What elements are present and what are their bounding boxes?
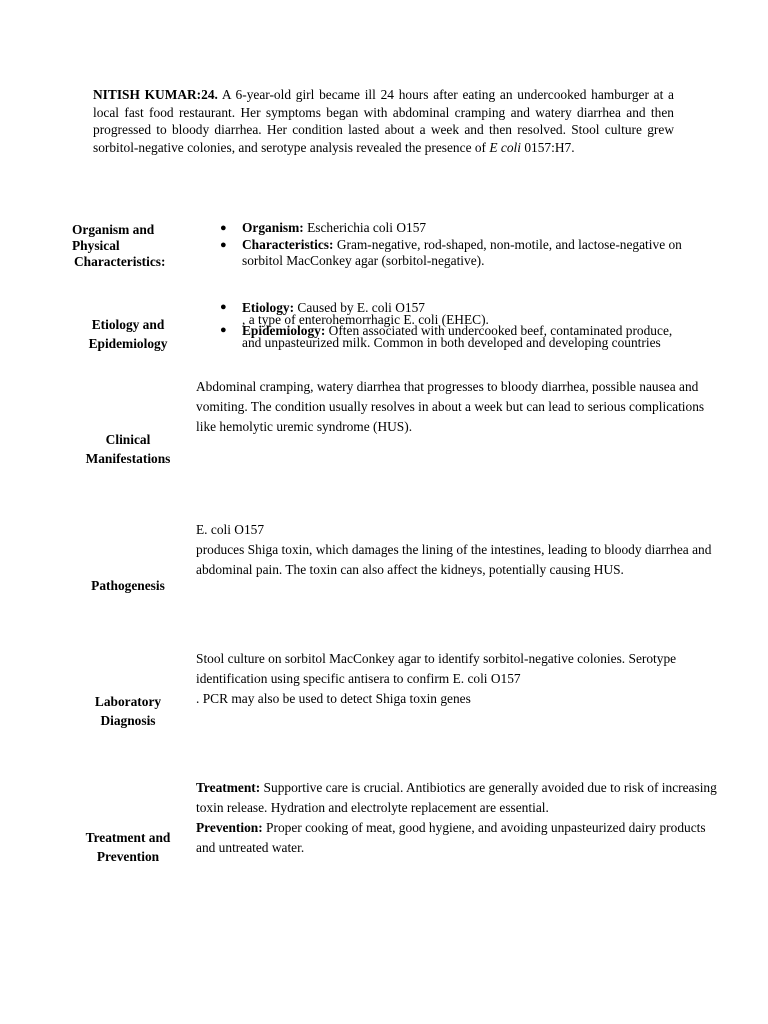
organism-italic: E coli — [489, 139, 521, 155]
case-text-end: 0157:H7. — [520, 139, 575, 155]
label-line: Pathogenesis — [91, 578, 165, 593]
case-text: A 6-year-old girl became ill 24 hours after eating an undercooked hamburger at a local fast food restaurant. Her symptoms began with abdominal cramping and watery diarrhea and then progressed to bloody diarrhea. Her condition lasted about a week and then resolved. Stool culture grew sorbitol-negative colonies, and serotype analysis revealed the presence of — [93, 87, 674, 155]
treatment-section-label — [72, 828, 184, 866]
case-intro-paragraph — [93, 86, 674, 156]
item-text: Escherichia coli O157 — [303, 220, 427, 235]
treatment-paragraph — [196, 778, 726, 818]
bullet-icon: ● — [220, 301, 227, 313]
pathogenesis-paragraph: produces Shiga toxin, which damages the lining of the intestines, leading to bloody diarrhea and abdominal pain. The toxin can also affect the kidneys, potentially causing HUS. — [196, 542, 712, 577]
pathogenesis-text — [196, 520, 721, 580]
author-label: NITISH KUMAR:24. — [93, 87, 218, 102]
organism-bullet-list — [220, 220, 690, 270]
item-title: Etiology: — [242, 300, 295, 315]
label-line: Epidemiology — [88, 336, 168, 351]
treatment-body: Supportive care is crucial. Antibiotics are generally avoided due to risk of increasing toxin release. Hydration and electrolyte replacement are essential. — [196, 780, 717, 815]
bullet-icon: ● — [220, 222, 227, 234]
list-item — [220, 237, 690, 270]
label-line: Diagnosis — [100, 713, 156, 728]
prevention-body: Proper cooking of meat, good hygiene, and avoiding unpasteurized dairy products and untreated water. — [196, 820, 706, 855]
pathogenesis-section-label — [72, 576, 184, 595]
treatment-title: Treatment: — [196, 780, 261, 795]
list-item — [220, 325, 690, 348]
prevention-paragraph — [196, 818, 726, 858]
item-title: Epidemiology: — [242, 323, 326, 338]
list-item — [220, 220, 690, 237]
label-line: Laboratory — [94, 694, 162, 709]
item-text: Gram-negative, rod-shaped, non-motile, and lactose-negative on sorbitol MacConkey agar (sorbitol-negative). — [242, 236, 682, 268]
label-line: Characteristics: — [74, 254, 166, 269]
laboratory-paragraph: Stool culture on sorbitol MacConkey agar to identify sorbitol-negative colonies. Serotype identification using specific antisera to confirm E. coli O157 — [196, 651, 677, 686]
bullet-icon: ● — [220, 238, 227, 251]
label-line: Physical — [72, 238, 120, 253]
clinical-text — [196, 377, 716, 437]
treatment-text — [196, 778, 726, 858]
laboratory-paragraph-end: . PCR may also be used to detect Shiga toxin genes — [196, 691, 471, 706]
organism-section-label — [72, 222, 165, 270]
label-line: Prevention — [96, 849, 160, 864]
item-text: Caused by E. coli O157 — [294, 300, 425, 315]
laboratory-section-label — [72, 692, 184, 730]
clinical-paragraph: Abdominal cramping, watery diarrhea that progresses to bloody diarrhea, possible nausea and vomiting. The condition usually resolves in about a week but can lead to serious complications like hemolytic uremic syndrome (HUS). — [196, 379, 705, 434]
item-text: Often associated with undercooked beef, contaminated produce, and unpasteurized milk. Common in both developed and developing countries — [242, 323, 673, 350]
laboratory-text — [196, 649, 721, 709]
label-line: Etiology and — [91, 317, 165, 332]
label-line: Organism and — [72, 222, 155, 237]
label-line: Treatment and — [85, 830, 171, 845]
label-line: Manifestations — [85, 451, 171, 466]
label-line: Clinical — [105, 432, 151, 447]
etiology-bullet-list — [220, 302, 690, 348]
bullet-icon: ● — [220, 324, 227, 336]
pathogenesis-line: E. coli O157 — [196, 522, 265, 537]
etiology-section-label — [72, 315, 184, 353]
prevention-title: Prevention: — [196, 820, 263, 835]
list-item — [220, 302, 690, 325]
item-title: Characteristics: — [242, 236, 334, 252]
item-title: Organism: — [242, 220, 304, 235]
clinical-section-label — [72, 430, 184, 468]
item-text-continued: , a type of enterohemorrhagic E. coli (EHEC). — [242, 311, 489, 327]
